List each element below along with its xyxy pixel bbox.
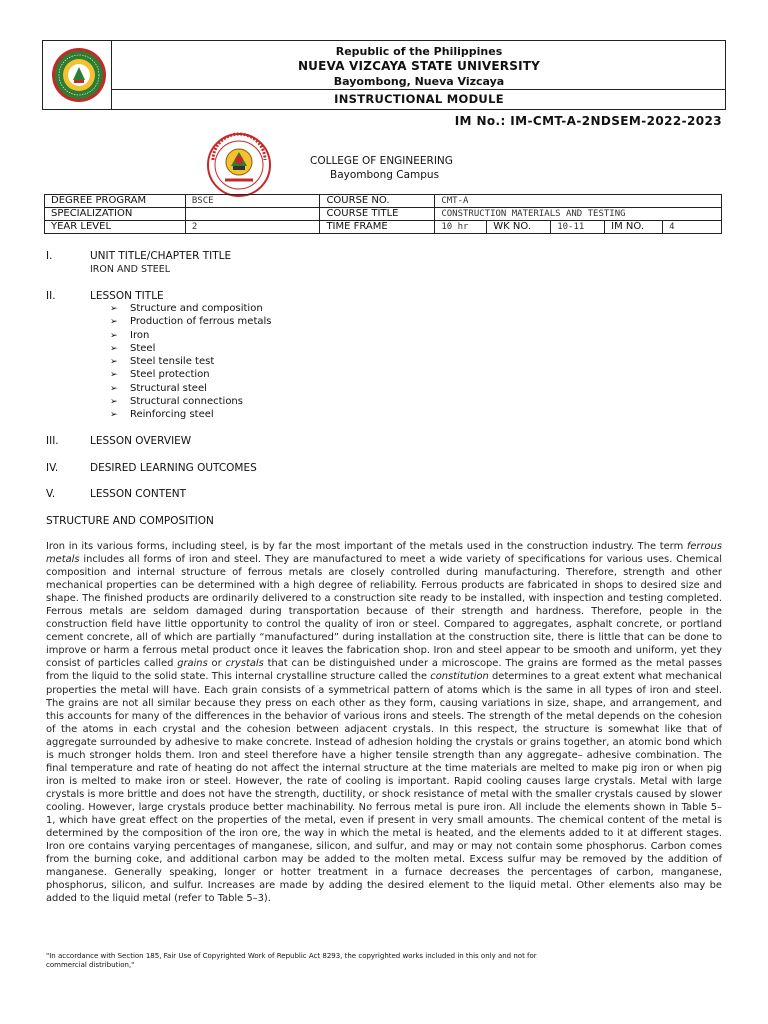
list-item: ➢ Steel protection [110,368,271,381]
year-level-label: YEAR LEVEL [45,221,186,234]
list-item: ➢ Structural steel [110,382,271,395]
college-engineering-seal-icon [203,132,275,198]
degree-label: DEGREE PROGRAM [45,195,186,208]
college-name: COLLEGE OF ENGINEERING [310,155,453,167]
header-box [42,40,726,110]
course-title-label: COURSE TITLE [320,208,435,221]
time-frame-value: 10 hr [435,221,487,234]
arrow-bullet-icon: ➢ [110,343,118,354]
section-number: III. [46,435,59,447]
im-no-label: IM NO. [605,221,663,234]
course-no-label: COURSE NO. [320,195,435,208]
arrow-bullet-icon: ➢ [110,357,118,368]
emphasis-term: crystals [225,658,264,670]
lesson-topic-list [110,302,271,422]
section-number: V. [46,488,56,500]
section-label: UNIT TITLE/CHAPTER TITLE [90,250,232,262]
course-no-value: CMT-A [435,195,722,208]
content-heading: STRUCTURE AND COMPOSITION [46,515,214,527]
table-row [45,208,722,221]
list-item: ➢ Iron [110,329,271,342]
time-frame-label: TIME FRAME [320,221,435,234]
arrow-bullet-icon: ➢ [110,410,118,421]
course-info-table [44,194,722,234]
list-item: ➢ Steel [110,342,271,355]
specialization-label: SPECIALIZATION [45,208,186,221]
list-item: ➢ Steel tensile test [110,355,271,368]
emphasis-term: ferrous metals [46,541,722,566]
nvsu-seal-icon [51,47,107,103]
section-label: DESIRED LEARNING OUTCOMES [90,462,257,474]
week-no-label: WK NO. [487,221,551,234]
arrow-bullet-icon: ➢ [110,397,118,408]
arrow-bullet-icon: ➢ [110,317,118,328]
list-item: ➢ Production of ferrous metals [110,315,271,328]
list-item: ➢ Structural connections [110,395,271,408]
im-number: IM No.: IM-CMT-A-2NDSEM-2022-2023 [454,114,722,128]
university-name: NUEVA VIZCAYA STATE UNIVERSITY [297,59,541,73]
unit-subtitle: IRON AND STEEL [90,264,171,275]
arrow-bullet-icon: ➢ [110,304,118,314]
year-level-value: 2 [185,221,320,234]
section-label: LESSON TITLE [90,290,164,302]
arrow-bullet-icon: ➢ [110,383,118,394]
section-number: II. [46,290,56,302]
table-row [45,195,722,208]
arrow-bullet-icon: ➢ [110,370,118,381]
republic-text: Republic of the Philippines [335,45,503,58]
logo-cell [43,41,111,109]
emphasis-term: grains [177,658,208,670]
degree-value: BSCE [185,195,320,208]
section-label: LESSON CONTENT [90,488,187,500]
college-campus: Bayombong Campus [330,169,440,181]
section-label: LESSON OVERVIEW [90,435,192,447]
emphasis-term: constitution [430,671,489,683]
university-title [111,41,726,90]
section-number: IV. [46,462,59,474]
table-row [45,221,722,234]
section-number: I. [46,250,53,262]
list-item: ➢ Structure and composition [110,302,271,315]
university-location: Bayombong, Nueva Vizcaya [333,75,505,88]
copyright-footnote: "In accordance with Section 185, Fair Use of Copyrighted Work of Republic Act 8293, the copyrighted works included in this only and not for commercial distribution," [46,952,537,969]
week-no-value: 10-11 [551,221,605,234]
list-item: ➢ Reinforcing steel [110,408,271,421]
course-title-value: CONSTRUCTION MATERIALS AND TESTING [435,208,722,221]
specialization-value [185,208,320,221]
im-no-value: 4 [663,221,722,234]
body-paragraph: Iron in its various forms, including steel, is by far the most important of the metals used in the construction industry. The term ferrous metals includes all forms of iron and steel. They are manufactured to meet a wide variety of specifications for various uses. Chemical composition and internal structure of ferrous metals are closely controlled during manufacturing. Therefore, strength and other mechanical properties can be determined with a high degree of reliability. Ferrous products are fabricated in shops to desired size and shape. The finished products are ordinarily delivered to a construction site ready to be installed, with inspection and testing completed. Ferrous metals are seldom damaged during transportation because of their strength and hardness. Therefore, people in the construction field have little opportunity to control the quality of iron or steel. Compared to aggregates, asphalt concrete, or portland cement concrete, all of which are partially “manufactured” during installation at the construction site, there is little that can be done to improve or harm a ferrous metal product once it leaves the fabrication shop. Iron and steel appear to be smooth and uniform, yet they consist of particles called grains or crystals that can be distinguished under a microscope. The grains are formed as the metal passes from the liquid to the solid state. This internal crystalline structure called the constitution determines to a great extent what mechanical properties the metal will have. Each grain consists of a symmetrical pattern of atoms which is the same in all types of iron and steel. The grains are not all similar because they press on each other as they form, causing variations in size, shape, and arrangement, and this accounts for many of the differences in the behavior of various irons and steels. The strength of the metal depends on the cohesion of the atoms in each crystal and the cohesion between adjacent crystals. In this respect, the structure is somewhat like that of aggregate surrounded by adhesive to make concrete. Instead of adhesion holding the crystals or grains together, an atomic bond which is much stronger holds them. Iron and steel therefore have a higher tensile strength than any aggregate– adhesive combination. The final temperature and rate of heating do not affect the internal structure at the time materials are melted to make pig iron or when pig iron is melted to make iron or steel. However, the rate of cooling is important. Rapid cooling causes large crystals. Metal with large crystals is more brittle and does not have the strength, ductility, or shock resistance of metal with the smaller crystals caused by slower cooling. However, large crystals produce better machinability. No ferrous metal is pure iron. All include the elements shown in Table 5–1, which have great effect on the properties of the metal, even if present in very small amounts. The chemical content of the metal is determined by the composition of the iron ore, the way in which the metal is heated, and the elements added to it at different stages. Iron ore contains varying percentages of manganese, silicon, and sulfur, and may or may not contain some phosphorus. Carbon comes from the burning coke, and additional carbon may be added to the molten metal. Excess sulfur may be removed by the addition of manganese. Generally speaking, longer or hotter treatment in a furnace decreases the percentages of carbon, manganese, phosphorus, silicon, and sulfur. Increases are made by adding the desired element to the liquid metal. Other elements also may be added to the liquid metal (refer to Table 5–3). [46,541,722,905]
module-label: INSTRUCTIONAL MODULE [111,89,726,109]
arrow-bullet-icon: ➢ [110,330,118,341]
